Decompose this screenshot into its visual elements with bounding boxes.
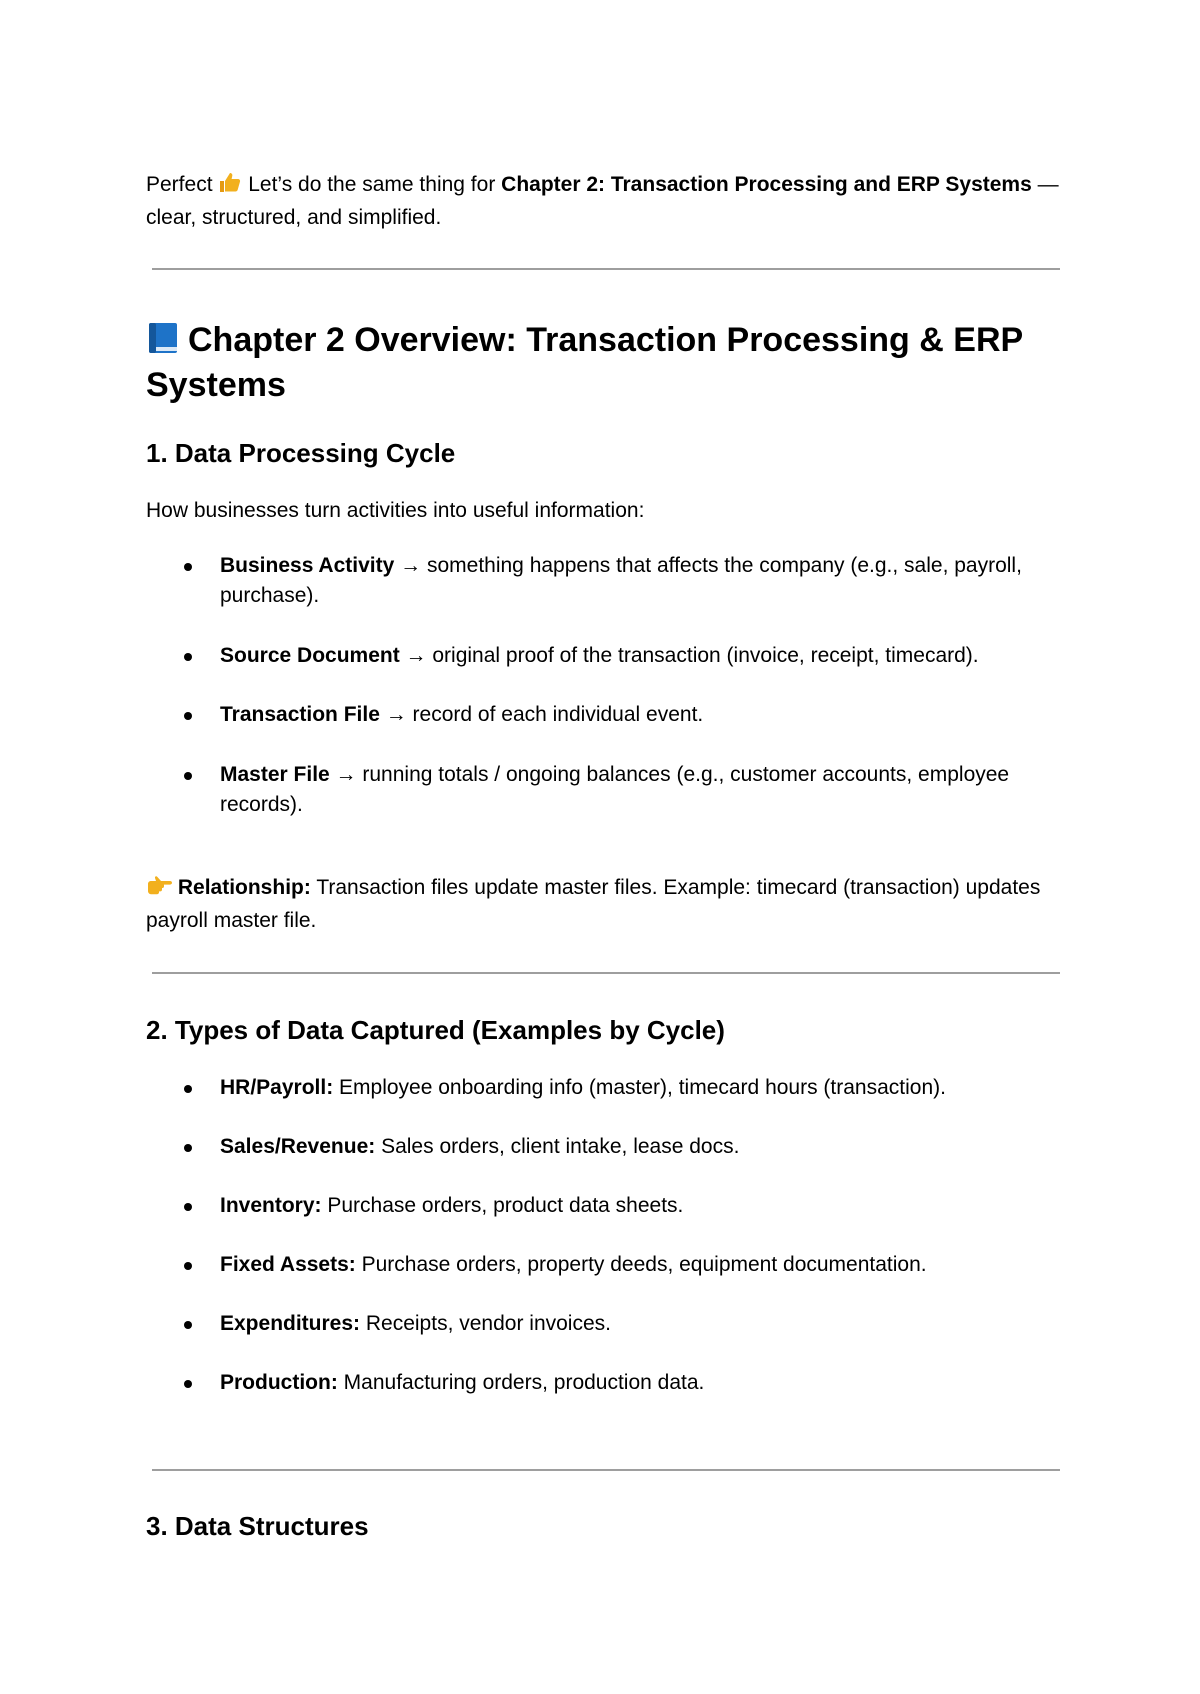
divider: [152, 972, 1060, 974]
relationship-text: Transaction files update master files. Example: timecard (transaction) updates payroll master file.: [146, 876, 1041, 932]
list-item: [146, 641, 1066, 671]
list-item-term: Production:: [220, 1371, 338, 1394]
list-item-desc: → original proof of the transaction (invoice, receipt, timecard).: [399, 644, 979, 667]
relationship-note: [146, 873, 1066, 936]
bullet-dot: [184, 1203, 192, 1211]
divider: [152, 1469, 1060, 1471]
bullet-dot: [184, 1085, 192, 1093]
list-item-term: Sales/Revenue:: [220, 1135, 376, 1158]
relationship-label: Relationship:: [177, 876, 311, 899]
list-item: [146, 1132, 1066, 1162]
bullet-dot: [184, 712, 192, 720]
list-item-term: Expenditures:: [220, 1312, 361, 1335]
list-item: [146, 1191, 1066, 1221]
list-item: [146, 1250, 1066, 1280]
bullet-dot: [184, 772, 192, 780]
list-item: [146, 1368, 1066, 1398]
bullet-dot: [184, 653, 192, 661]
list-item-desc: Purchase orders, product data sheets.: [321, 1194, 684, 1217]
list-item-desc: → running totals / ongoing balances (e.g., customer accounts, employee records).: [220, 763, 1010, 816]
list-item-desc: Sales orders, client intake, lease docs.: [375, 1135, 740, 1158]
list-item-desc: → something happens that affects the company (e.g., sale, payroll, purchase).: [220, 554, 1022, 607]
list-item-term: HR/Payroll:: [220, 1076, 334, 1099]
intro-paragraph: [146, 170, 1066, 233]
section2-list: [146, 1073, 1066, 1398]
list-item-term: Source Document: [220, 644, 400, 667]
list-item: [146, 1309, 1066, 1339]
section1-intro: How businesses turn activities into useful information:: [146, 499, 645, 522]
bullet-dot: [184, 1144, 192, 1152]
divider: [152, 268, 1060, 270]
list-item-term: Fixed Assets:: [220, 1253, 356, 1276]
section-heading-3: 3. Data Structures: [146, 1511, 369, 1541]
list-item-desc: Receipts, vendor invoices.: [360, 1312, 611, 1335]
bullet-dot: [184, 1262, 192, 1270]
intro-text-before: Perfect: [146, 173, 219, 196]
list-item-term: Transaction File: [220, 703, 380, 726]
blue-book-icon: [146, 321, 180, 355]
list-item-desc: Purchase orders, property deeds, equipment documentation.: [355, 1253, 927, 1276]
pointing-right-icon: [146, 875, 172, 906]
list-item-term: Master File: [220, 763, 330, 786]
list-item-desc: → record of each individual event.: [379, 703, 704, 726]
list-item-term: Business Activity: [220, 554, 395, 577]
intro-text-after: — clear, structured, and simplified.: [146, 173, 1059, 229]
section1-list: [146, 551, 1066, 820]
list-item-desc: Manufacturing orders, production data.: [337, 1371, 705, 1394]
page-title: [146, 318, 1086, 408]
list-item: [146, 551, 1066, 611]
list-item-desc: Employee onboarding info (master), timecard hours (transaction).: [333, 1076, 946, 1099]
bullet-dot: [184, 1321, 192, 1329]
list-item: [146, 1073, 1066, 1103]
thumbs-up-icon: [218, 170, 242, 203]
list-item: [146, 700, 1066, 730]
bullet-dot: [184, 563, 192, 571]
page-title-text: Chapter 2 Overview: Transaction Processing & ERP Systems: [146, 321, 1023, 404]
section-heading-2: 2. Types of Data Captured (Examples by Cycle): [146, 1015, 725, 1045]
intro-text-after-icon: Let’s do the same thing for: [242, 173, 502, 196]
intro-bold-chapter: Chapter 2: Transaction Processing and ERP Systems: [501, 173, 1032, 196]
bullet-dot: [184, 1380, 192, 1388]
list-item: [146, 760, 1066, 820]
section-heading-1: 1. Data Processing Cycle: [146, 438, 456, 468]
list-item-term: Inventory:: [220, 1194, 322, 1217]
